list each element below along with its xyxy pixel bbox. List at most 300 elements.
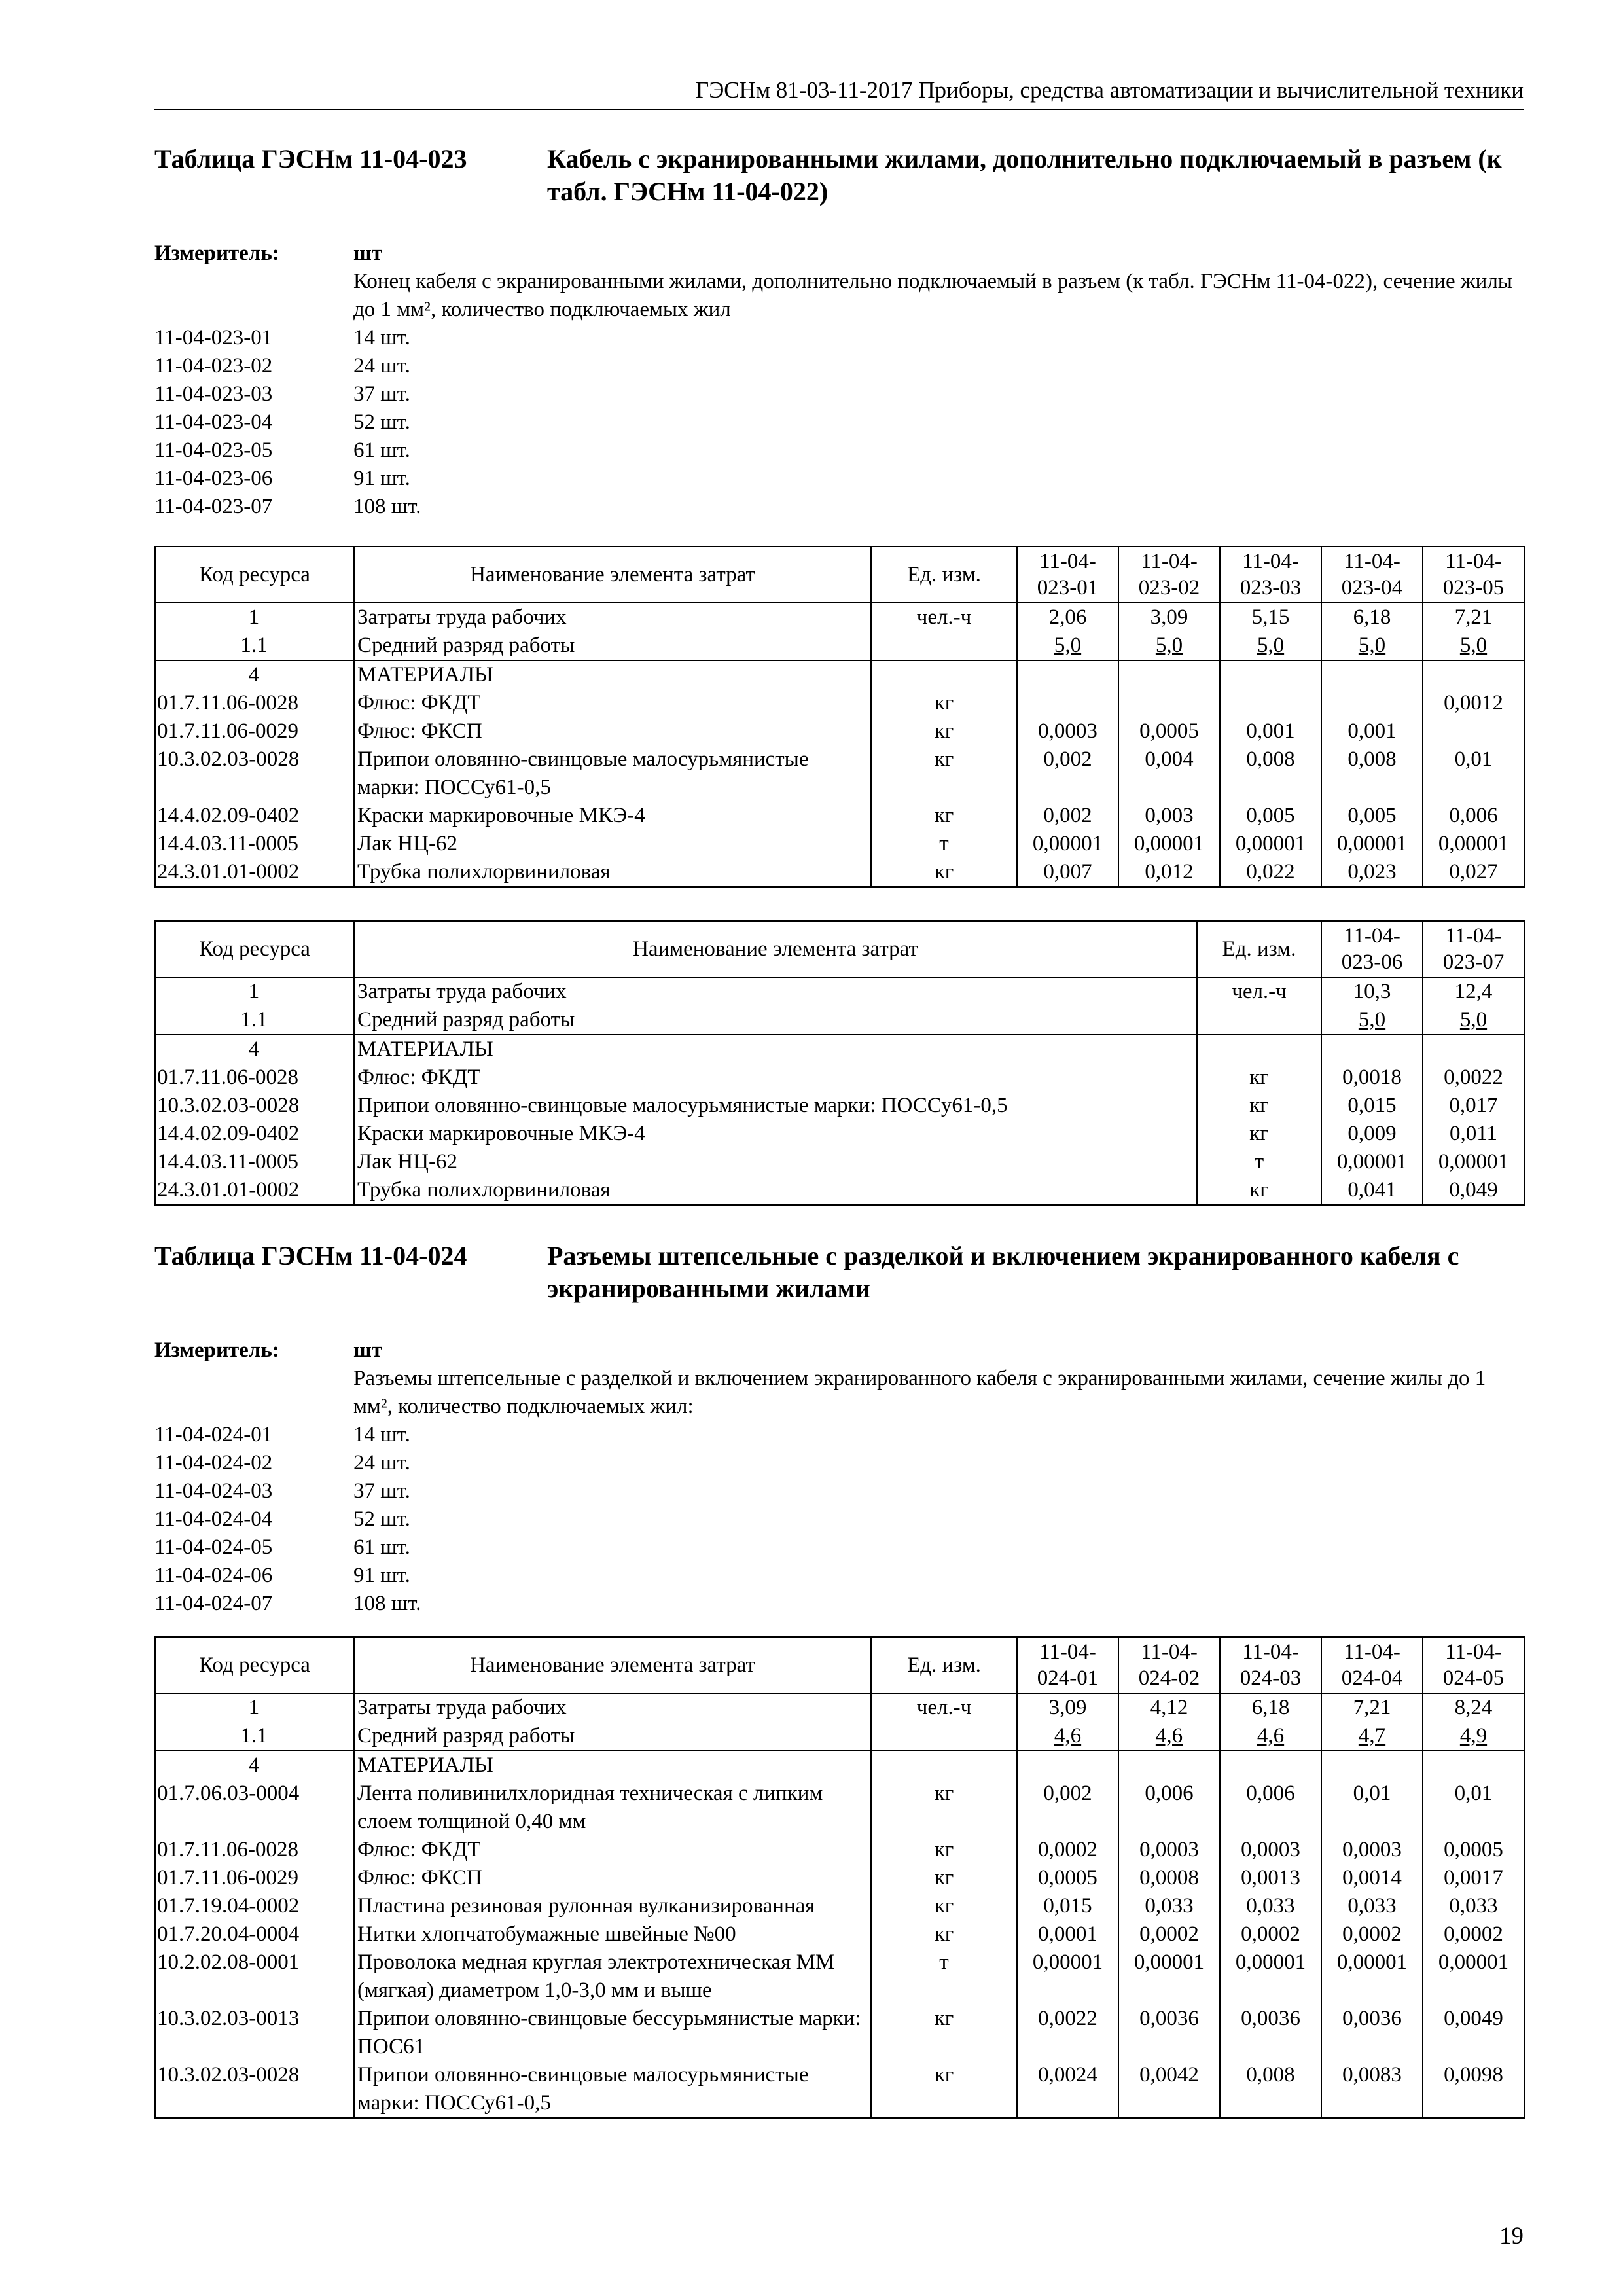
norm-code: 11-04-024-01 [154, 1423, 273, 1446]
unit: кг [871, 1836, 1017, 1864]
cost-element-name: МАТЕРИАЛЫ [354, 660, 871, 689]
value-cell: 7,21 [1423, 603, 1524, 632]
value-cell [1017, 660, 1118, 689]
table-title: Кабель с экранированными жилами, дополнительно подключаемый в разъем (к табл. ГЭСНм 11-04-022) [547, 144, 1502, 206]
table-row [155, 1035, 1524, 1064]
resource-code: 10.3.02.03-0028 [155, 1092, 354, 1120]
value-cell: 0,00001 [1220, 830, 1321, 858]
value-cell: 0,0001 [1017, 1920, 1118, 1948]
table-number: Таблица ГЭСНм 11-04-024 [154, 1241, 467, 1270]
resource-code: 10.2.02.08-0001 [155, 1948, 354, 2005]
value-cell: 0,0036 [1321, 2005, 1423, 2061]
value-cell: 0,01 [1423, 745, 1524, 802]
value-cell: 0,008 [1220, 2061, 1321, 2118]
header-norm-code: 11-04-023-03 [1220, 547, 1321, 603]
cost-element-name: Затраты труда рабочих [354, 977, 1197, 1006]
norm-quantity: 24 шт. [353, 354, 410, 378]
value-cell: 0,033 [1423, 1892, 1524, 1920]
value-cell: 0,00001 [1017, 830, 1118, 858]
value-cell: 3,09 [1017, 1693, 1118, 1722]
header-norm-code: 11-04-024-03 [1220, 1637, 1321, 1693]
resource-code: 10.3.02.03-0013 [155, 2005, 354, 2061]
cost-element-name: Припои оловянно-свинцовые малосурьмянистые марки: ПОССу61-0,5 [354, 2061, 871, 2118]
cost-element-name: Лак НЦ-62 [354, 1148, 1197, 1176]
header-code: Код ресурса [155, 547, 354, 603]
table-number: Таблица ГЭСНм 11-04-023 [154, 144, 467, 173]
unit: чел.-ч [871, 603, 1017, 632]
value-cell: 0,0002 [1321, 1920, 1423, 1948]
value-cell: 5,0 [1321, 1006, 1423, 1035]
value-cell: 0,00001 [1017, 1948, 1118, 2005]
resource-code: 1.1 [155, 632, 354, 660]
table-row [155, 2005, 1524, 2061]
cost-element-name: Затраты труда рабочих [354, 1693, 871, 1722]
norm-item [154, 1534, 1524, 1562]
resource-code: 1 [155, 977, 354, 1006]
value-cell: 0,001 [1321, 717, 1423, 745]
unit: кг [1197, 1120, 1321, 1148]
value-cell: 0,0018 [1321, 1064, 1423, 1092]
norm-code: 11-04-024-07 [154, 1592, 273, 1615]
norm-item [154, 437, 1524, 465]
value-cell [1321, 1751, 1423, 1780]
norm-quantity: 61 шт. [353, 1535, 410, 1559]
header-norm-code: 11-04-023-05 [1423, 547, 1524, 603]
table-body [155, 977, 1524, 1205]
table-header [155, 921, 1524, 977]
norm-item [154, 1421, 1524, 1449]
running-header: ГЭСНм 81-03-11-2017 Приборы, средства автоматизации и вычислительной техники [154, 77, 1524, 110]
resource-code: 01.7.11.06-0028 [155, 1064, 354, 1092]
value-cell: 0,00001 [1423, 830, 1524, 858]
header-norm-code: 11-04-023-04 [1321, 547, 1423, 603]
table-row [155, 660, 1524, 689]
value-cell: 0,0013 [1220, 1864, 1321, 1892]
unit: чел.-ч [1197, 977, 1321, 1006]
value-cell: 0,00001 [1220, 1948, 1321, 2005]
value-cell: 2,06 [1017, 603, 1118, 632]
unit: кг [871, 802, 1017, 830]
value-cell: 0,007 [1017, 858, 1118, 887]
value-cell: 0,00001 [1321, 1948, 1423, 2005]
unit: кг [1197, 1092, 1321, 1120]
cost-table [154, 546, 1525, 888]
unit: кг [871, 717, 1017, 745]
value-cell: 0,012 [1118, 858, 1220, 887]
norm-quantity: 14 шт. [353, 1423, 410, 1446]
value-cell: 0,0036 [1118, 2005, 1220, 2061]
table-row [155, 2061, 1524, 2118]
table-row [155, 689, 1524, 717]
measure-block [154, 240, 1524, 521]
cost-element-name: Флюс: ФКСП [354, 717, 871, 745]
norm-code: 11-04-024-04 [154, 1507, 273, 1531]
value-cell: 0,0002 [1017, 1836, 1118, 1864]
measure-unit: шт [353, 242, 383, 265]
norm-quantity: 52 шт. [353, 1507, 410, 1531]
table-header [155, 1637, 1524, 1693]
cost-element-name: Краски маркировочные МКЭ-4 [354, 802, 871, 830]
value-cell: 0,004 [1118, 745, 1220, 802]
unit [871, 660, 1017, 689]
value-cell: 0,002 [1017, 1780, 1118, 1836]
resource-code: 01.7.11.06-0028 [155, 689, 354, 717]
header-unit: Ед. изм. [1197, 921, 1321, 977]
header-row [155, 921, 1524, 977]
value-cell: 0,0017 [1423, 1864, 1524, 1892]
header-unit: Ед. изм. [871, 1637, 1017, 1693]
cost-table [154, 1636, 1525, 2119]
unit: кг [871, 1920, 1017, 1948]
value-cell: 0,0003 [1017, 717, 1118, 745]
unit: кг [871, 1892, 1017, 1920]
header-norm-code: 11-04-023-02 [1118, 547, 1220, 603]
header-code: Код ресурса [155, 921, 354, 977]
cost-element-name: Трубка полихлорвиниловая [354, 858, 871, 887]
description-row [154, 1365, 1524, 1421]
value-cell: 0,00001 [1118, 830, 1220, 858]
value-cell: 0,027 [1423, 858, 1524, 887]
value-cell: 5,15 [1220, 603, 1321, 632]
table-row [155, 1948, 1524, 2005]
value-cell [1423, 1751, 1524, 1780]
value-cell: 0,0049 [1423, 2005, 1524, 2061]
resource-code: 14.4.02.09-0402 [155, 802, 354, 830]
cost-element-name: Лак НЦ-62 [354, 830, 871, 858]
value-cell: 0,006 [1423, 802, 1524, 830]
value-cell: 0,003 [1118, 802, 1220, 830]
resource-code: 1 [155, 1693, 354, 1722]
unit: т [871, 830, 1017, 858]
value-cell: 0,0003 [1220, 1836, 1321, 1864]
value-cell [1423, 1035, 1524, 1064]
cost-element-name: Лента поливинилхлоридная техническая с липким слоем толщиной 0,40 мм [354, 1780, 871, 1836]
unit: кг [871, 689, 1017, 717]
resource-code: 1.1 [155, 1722, 354, 1751]
value-cell: 4,6 [1017, 1722, 1118, 1751]
norm-item [154, 1562, 1524, 1590]
table-row [155, 830, 1524, 858]
value-cell: 3,09 [1118, 603, 1220, 632]
table-header [155, 547, 1524, 603]
value-cell: 0,001 [1220, 717, 1321, 745]
cost-element-name: Краски маркировочные МКЭ-4 [354, 1120, 1197, 1148]
table-row [155, 1836, 1524, 1864]
resource-code: 1 [155, 603, 354, 632]
header-norm-code: 11-04-023-07 [1423, 921, 1524, 977]
unit [871, 1751, 1017, 1780]
value-cell [1017, 1751, 1118, 1780]
value-cell: 0,006 [1220, 1780, 1321, 1836]
norm-quantity: 108 шт. [353, 1592, 421, 1615]
value-cell [1321, 1035, 1423, 1064]
value-cell: 0,022 [1220, 858, 1321, 887]
norm-code: 11-04-024-05 [154, 1535, 273, 1559]
value-cell: 4,12 [1118, 1693, 1220, 1722]
table-row [155, 1092, 1524, 1120]
value-cell: 6,18 [1220, 1693, 1321, 1722]
value-cell: 0,0042 [1118, 2061, 1220, 2118]
norm-quantity: 91 шт. [353, 467, 410, 490]
resource-code: 10.3.02.03-0028 [155, 2061, 354, 2118]
measure-row [154, 240, 1524, 268]
measure-row [154, 1336, 1524, 1365]
header-norm-code: 11-04-023-06 [1321, 921, 1423, 977]
value-cell: 0,0098 [1423, 2061, 1524, 2118]
table-row [155, 1780, 1524, 1836]
norm-item [154, 1449, 1524, 1477]
resource-code: 01.7.11.06-0029 [155, 717, 354, 745]
unit [1197, 1035, 1321, 1064]
norm-item [154, 408, 1524, 437]
value-cell: 0,002 [1017, 745, 1118, 802]
value-cell: 0,015 [1321, 1092, 1423, 1120]
unit [871, 632, 1017, 660]
norm-code: 11-04-023-07 [154, 495, 273, 518]
table-row [155, 1120, 1524, 1148]
header-row [155, 547, 1524, 603]
table-row [155, 1864, 1524, 1892]
value-cell: 0,008 [1220, 745, 1321, 802]
value-cell: 0,005 [1321, 802, 1423, 830]
cost-element-name: Флюс: ФКДТ [354, 1836, 871, 1864]
value-cell [1423, 717, 1524, 745]
header-row [155, 1637, 1524, 1693]
value-cell: 0,033 [1220, 1892, 1321, 1920]
cost-element-name: Флюс: ФКДТ [354, 1064, 1197, 1092]
cost-element-name: МАТЕРИАЛЫ [354, 1751, 871, 1780]
norm-quantity: 24 шт. [353, 1451, 410, 1475]
measure-description: Разъемы штепсельные с разделкой и включением экранированного кабеля с экранированными жилами, сечение жилы до 1 мм², количество подключаемых жил: [353, 1367, 1486, 1418]
value-cell [1423, 660, 1524, 689]
resource-code: 01.7.19.04-0002 [155, 1892, 354, 1920]
value-cell [1017, 689, 1118, 717]
table-body [155, 1693, 1524, 2118]
value-cell [1321, 660, 1423, 689]
unit: кг [871, 745, 1017, 802]
resource-code: 4 [155, 660, 354, 689]
value-cell: 4,6 [1220, 1722, 1321, 1751]
cost-element-name: Проволока медная круглая электротехническая ММ (мягкая) диаметром 1,0-3,0 мм и выше [354, 1948, 871, 2005]
resource-code: 1.1 [155, 1006, 354, 1035]
value-cell: 0,0022 [1423, 1064, 1524, 1092]
value-cell: 0,0002 [1118, 1920, 1220, 1948]
table-row [155, 1920, 1524, 1948]
resource-code: 14.4.02.09-0402 [155, 1120, 354, 1148]
table-row [155, 1176, 1524, 1205]
value-cell: 0,00001 [1321, 830, 1423, 858]
header-norm-code: 11-04-024-02 [1118, 1637, 1220, 1693]
table-row [155, 1148, 1524, 1176]
resource-code: 14.4.03.11-0005 [155, 1148, 354, 1176]
measure-label: Измеритель: [154, 1338, 279, 1362]
value-cell: 0,0005 [1423, 1836, 1524, 1864]
header-code: Код ресурса [155, 1637, 354, 1693]
table-row [155, 745, 1524, 802]
table-row [155, 603, 1524, 632]
norm-code: 11-04-024-03 [154, 1479, 273, 1503]
value-cell: 0,041 [1321, 1176, 1423, 1205]
value-cell: 0,006 [1118, 1780, 1220, 1836]
norm-item [154, 465, 1524, 493]
unit [871, 1722, 1017, 1751]
norm-item [154, 324, 1524, 352]
value-cell [1118, 1751, 1220, 1780]
unit: т [1197, 1148, 1321, 1176]
norm-code: 11-04-024-06 [154, 1564, 273, 1587]
value-cell: 0,017 [1423, 1092, 1524, 1120]
measure-description: Конец кабеля с экранированными жилами, дополнительно подключаемый в разъем (к табл. ГЭСНм 11-04-022), сечение жилы до 1 мм², количество подключаемых жил [353, 270, 1512, 321]
value-cell: 0,0083 [1321, 2061, 1423, 2118]
table-row [155, 632, 1524, 660]
cost-element-name: Флюс: ФКСП [354, 1864, 871, 1892]
value-cell: 12,4 [1423, 977, 1524, 1006]
value-cell: 5,0 [1423, 632, 1524, 660]
table-title: Разъемы штепсельные с разделкой и включением экранированного кабеля с экранированными жилами [547, 1241, 1459, 1303]
value-cell: 0,00001 [1321, 1148, 1423, 1176]
norm-item [154, 1590, 1524, 1618]
value-cell: 0,0008 [1118, 1864, 1220, 1892]
norm-item [154, 1505, 1524, 1534]
unit [1197, 1006, 1321, 1035]
cost-element-name: МАТЕРИАЛЫ [354, 1035, 1197, 1064]
value-cell: 0,0036 [1220, 2005, 1321, 2061]
value-cell: 0,0002 [1220, 1920, 1321, 1948]
norm-code: 11-04-023-03 [154, 382, 273, 406]
table-row [155, 1006, 1524, 1035]
resource-code: 24.3.01.01-0002 [155, 858, 354, 887]
norm-item [154, 352, 1524, 380]
unit: кг [871, 2061, 1017, 2118]
value-cell: 0,033 [1321, 1892, 1423, 1920]
norm-item [154, 1477, 1524, 1505]
value-cell: 10,3 [1321, 977, 1423, 1006]
value-cell: 0,009 [1321, 1120, 1423, 1148]
norm-quantity: 108 шт. [353, 495, 421, 518]
value-cell: 0,00001 [1423, 1148, 1524, 1176]
norm-quantity: 52 шт. [353, 410, 410, 434]
norm-code: 11-04-023-05 [154, 439, 273, 462]
resource-code: 24.3.01.01-0002 [155, 1176, 354, 1205]
resource-code: 4 [155, 1751, 354, 1780]
cost-table [154, 920, 1525, 1206]
norm-item [154, 493, 1524, 521]
header-name: Наименование элемента затрат [354, 1637, 871, 1693]
measure-unit: шт [353, 1338, 383, 1362]
value-cell: 0,005 [1220, 802, 1321, 830]
value-cell: 6,18 [1321, 603, 1423, 632]
value-cell: 0,0012 [1423, 689, 1524, 717]
value-cell: 0,0024 [1017, 2061, 1118, 2118]
cost-element-name: Припои оловянно-свинцовые бессурьмянистые марки: ПОС61 [354, 2005, 871, 2061]
norm-item [154, 380, 1524, 408]
value-cell: 5,0 [1423, 1006, 1524, 1035]
description-row [154, 268, 1524, 324]
value-cell: 4,9 [1423, 1722, 1524, 1751]
page-number: 19 [1499, 2223, 1524, 2250]
value-cell: 0,00001 [1118, 1948, 1220, 2005]
table-row [155, 1751, 1524, 1780]
header-norm-code: 11-04-024-04 [1321, 1637, 1423, 1693]
unit: кг [871, 1780, 1017, 1836]
table-row [155, 717, 1524, 745]
table-row [155, 977, 1524, 1006]
measure-label: Измеритель: [154, 242, 279, 265]
unit: кг [871, 1864, 1017, 1892]
cost-element-name: Припои оловянно-свинцовые малосурьмянистые марки: ПОССу61-0,5 [354, 745, 871, 802]
value-cell: 7,21 [1321, 1693, 1423, 1722]
value-cell: 0,0005 [1118, 717, 1220, 745]
norm-code: 11-04-023-04 [154, 410, 273, 434]
value-cell: 0,049 [1423, 1176, 1524, 1205]
measure-block [154, 1336, 1524, 1618]
resource-code: 01.7.11.06-0029 [155, 1864, 354, 1892]
unit: кг [1197, 1176, 1321, 1205]
cost-element-name: Пластина резиновая рулонная вулканизированная [354, 1892, 871, 1920]
norm-code: 11-04-023-06 [154, 467, 273, 490]
unit: кг [871, 858, 1017, 887]
header-norm-code: 11-04-024-01 [1017, 1637, 1118, 1693]
value-cell [1321, 689, 1423, 717]
cost-element-name: Средний разряд работы [354, 1722, 871, 1751]
norm-quantity: 61 шт. [353, 439, 410, 462]
header-norm-code: 11-04-024-05 [1423, 1637, 1524, 1693]
value-cell: 0,00001 [1423, 1948, 1524, 2005]
resource-code: 01.7.06.03-0004 [155, 1780, 354, 1836]
cost-element-name: Нитки хлопчатобумажные швейные №00 [354, 1920, 871, 1948]
unit: чел.-ч [871, 1693, 1017, 1722]
value-cell: 0,008 [1321, 745, 1423, 802]
value-cell [1220, 689, 1321, 717]
norm-code: 11-04-023-02 [154, 354, 273, 378]
unit: кг [871, 2005, 1017, 2061]
table-row [155, 1892, 1524, 1920]
value-cell: 0,023 [1321, 858, 1423, 887]
value-cell: 0,0005 [1017, 1864, 1118, 1892]
value-cell: 0,0014 [1321, 1864, 1423, 1892]
table-row [155, 802, 1524, 830]
unit: т [871, 1948, 1017, 2005]
value-cell: 0,01 [1423, 1780, 1524, 1836]
cost-element-name: Средний разряд работы [354, 632, 871, 660]
resource-code: 4 [155, 1035, 354, 1064]
norm-code: 11-04-024-02 [154, 1451, 273, 1475]
norm-quantity: 14 шт. [353, 326, 410, 350]
header-unit: Ед. изм. [871, 547, 1017, 603]
value-cell: 0,01 [1321, 1780, 1423, 1836]
table-body [155, 603, 1524, 887]
value-cell: 4,7 [1321, 1722, 1423, 1751]
value-cell: 0,0022 [1017, 2005, 1118, 2061]
value-cell: 0,033 [1118, 1892, 1220, 1920]
value-cell: 0,0002 [1423, 1920, 1524, 1948]
value-cell [1220, 660, 1321, 689]
cost-element-name: Припои оловянно-свинцовые малосурьмянистые марки: ПОССу61-0,5 [354, 1092, 1197, 1120]
header-name: Наименование элемента затрат [354, 547, 871, 603]
cost-element-name: Трубка полихлорвиниловая [354, 1176, 1197, 1205]
header-norm-code: 11-04-023-01 [1017, 547, 1118, 603]
value-cell: 0,0003 [1118, 1836, 1220, 1864]
value-cell: 5,0 [1017, 632, 1118, 660]
value-cell [1220, 1751, 1321, 1780]
value-cell [1118, 660, 1220, 689]
value-cell: 0,011 [1423, 1120, 1524, 1148]
value-cell: 4,6 [1118, 1722, 1220, 1751]
table-row [155, 1722, 1524, 1751]
value-cell: 8,24 [1423, 1693, 1524, 1722]
table-row [155, 858, 1524, 887]
unit: кг [1197, 1064, 1321, 1092]
